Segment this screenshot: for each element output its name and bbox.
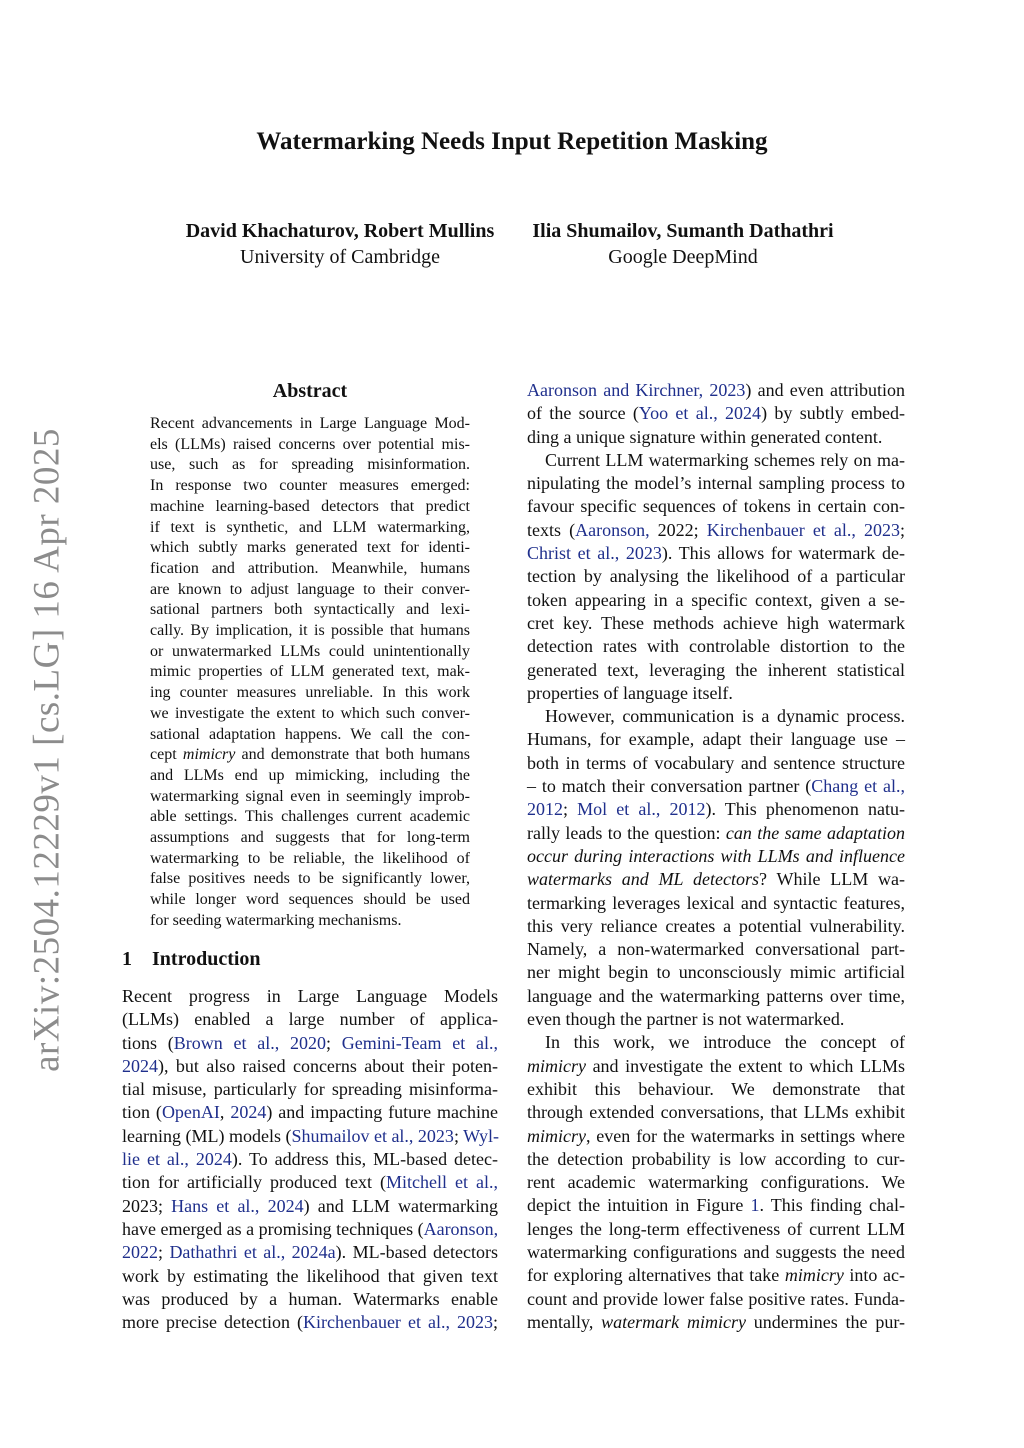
abstract-line: for seeding watermarking mechanisms. [150,911,402,929]
abstract-line: ing counter measures unreliable. In this work [150,684,470,702]
text-line: In this work, we introduce the concept of [545,1032,905,1053]
abstract-line: mimic properties of LLM generated text, mak- [150,663,470,681]
author-names: Ilia Shumailov, Sumanth Dathathri [532,220,834,242]
text-line: rent academic watermarking configurations. We [527,1172,905,1193]
text-line: nipulating the model’s internal sampling process to [527,473,905,494]
text-line: this very reliance creates a potential vulnerability. [527,915,905,936]
author-names: David Khachaturov, Robert Mullins [185,220,495,242]
paper-title: Watermarking Needs Input Repetition Masking [256,128,768,155]
text-line: mimicry, even for the watermarks in settings where [527,1125,905,1146]
text-line: 2024), but also raised concerns about their poten- [122,1055,498,1076]
abstract-line: if text is synthetic, and LLM watermarking, [150,518,470,536]
text-line: Current LLM watermarking schemes rely on ma- [545,449,905,470]
text-line: 2022; Dathathri et al., 2024a). ML-based detectors [122,1242,498,1263]
abstract-line: or unwatermarked LLMs could unintentionally [150,642,470,660]
text-line: (LLMs) enabled a large number of applica- [122,1009,498,1030]
text-line: ding a unique signature within generated content. [527,426,883,447]
text-line: tion (OpenAI, 2024) and impacting future machine [122,1102,499,1123]
abstract-line: assumptions and suggests that for long-term [150,829,470,847]
text-line: tion for artificially produced text (Mitchell et al., [122,1172,498,1193]
text-line: for exploring alternatives that take mimicry into ac- [527,1265,905,1286]
abstract-line: cally. By implication, it is possible that humans [150,622,470,640]
text-line: token appearing in a specific context, given a se- [527,589,905,610]
text-line: cret key. These methods achieve high watermark [527,612,905,633]
text-line: However, communication is a dynamic process. [545,706,905,727]
author-affiliation: Google DeepMind [608,246,758,268]
right-column-text [527,379,905,1334]
text-line: – to match their conversation partner (Chang et al., [527,776,905,797]
section-heading-introduction [122,948,261,971]
text-line: Namely, a non-watermarked conversational part- [527,939,905,960]
abstract-line: able settings. This challenges current academic [150,808,470,826]
text-line: 2012; Mol et al., 2012). This phenomenon natu- [527,799,905,820]
abstract-line: while longer word sequences should be used [150,891,470,909]
text-line: rally leads to the question: can the same adaptation [527,822,905,843]
abstract-line: machine learning-based detectors that predict [150,497,470,515]
abstract-line: and LLMs end up mimicking, including the [150,766,470,784]
text-line: was produced by a human. Watermarks enable [122,1288,498,1309]
text-line: 2023; Hans et al., 2024) and LLM watermarking [122,1195,498,1216]
abstract-section [150,378,470,932]
text-line: language and the watermarking patterns over time, [527,985,905,1006]
text-line: mimicry and investigate the extent to which LLMs [527,1055,905,1076]
text-line: Christ et al., 2023). This allows for watermark de- [527,543,905,564]
abstract-line: Recent advancements in Large Language Mod- [150,415,470,432]
text-line: even though the partner is not watermarked. [527,1009,845,1030]
text-line: more precise detection (Kirchenbauer et al., 2023; [122,1312,498,1333]
text-line: occur during interactions with LLMs and influence [527,845,905,866]
text-line: tions (Brown et al., 2020; Gemini-Team et al., [122,1032,498,1053]
text-line: detection rates with controlable distortion to the [527,636,905,657]
abstract-line: which subtly marks generated text for identi- [150,539,470,557]
abstract-line: false positives needs to be significantly lower, [150,870,470,888]
abstract-line: cept mimicry and demonstrate that both humans [150,746,470,764]
text-line: count and provide lower false positive rates. Funda- [527,1288,905,1309]
abstract-line: use, such as for spreading misinformation. [150,456,470,474]
abstract-line: we investigate the extent to which such conver- [150,704,470,722]
text-line: through extended conversations, that LLMs exhibit [527,1102,905,1123]
text-line: Aaronson and Kirchner, 2023) and even attribution [527,380,905,400]
text-line: lenges the long-term effectiveness of current LLM [527,1218,905,1239]
text-line: properties of language itself. [527,682,733,703]
text-line: favour specific sequences of tokens in certain con- [527,496,905,517]
text-line: texts (Aaronson, 2022; Kirchenbauer et al., 2023; [527,519,905,540]
text-line: watermarking configurations and suggests the need [527,1241,905,1262]
text-line: have emerged as a promising techniques (Aaronson, [122,1218,499,1239]
abstract-line: sational partners both syntactically and lexi- [150,601,470,619]
left-column-text [122,985,498,1334]
arxiv-identifier: arXiv:2504.12229v1 [cs.LG] 16 Apr 2025 [26,428,68,1072]
text-line: watermarks and ML detectors? While LLM wa- [527,869,905,890]
text-line: tial misuse, particularly for spreading misinforma- [122,1079,498,1100]
text-line: of the source (Yoo et al., 2024) by subtly embed- [527,403,905,424]
author-block-cambridge [175,218,505,270]
abstract-line: sational adaptation happens. We call the con- [150,725,470,743]
abstract-line: els (LLMs) raised concerns over potential mis- [150,435,470,453]
text-line: tection by analysing the likelihood of a particular [527,566,905,587]
author-affiliation: University of Cambridge [240,246,440,268]
abstract-line: are known to adjust language to their conver- [150,580,470,598]
text-line: termarking leverages lexical and syntactic features, [527,892,905,913]
text-line: depict the intuition in Figure 1. This finding chal- [527,1195,905,1216]
text-line: lie et al., 2024). To address this, ML-based detec- [122,1149,498,1170]
section-number: 1 [122,948,132,970]
section-title: Introduction [152,948,261,970]
text-line: generated text, leveraging the inherent statistical [527,659,905,680]
text-line: the detection probability is low according to cur- [527,1148,905,1169]
text-line: mentally, watermark mimicry undermines the pur- [527,1311,905,1332]
text-line: Humans, for example, adapt their language use – [527,729,905,750]
author-block-deepmind [518,218,848,270]
text-line: learning (ML) models (Shumailov et al., 2023; Wyl- [122,1125,500,1146]
text-line: work by estimating the likelihood that given text [122,1265,498,1286]
abstract-line: In response two counter measures emerged: [150,477,470,495]
abstract-heading: Abstract [272,380,348,402]
text-line: ner might begin to unconsciously mimic artificial [527,962,905,983]
arxiv-side-stamp [22,428,72,1072]
text-line: exhibit this behaviour. We demonstrate that [527,1078,905,1099]
abstract-body [150,414,470,932]
text-line: both in terms of vocabulary and sentence structure [527,752,905,773]
abstract-line: fication and attribution. Meanwhile, humans [150,559,470,577]
abstract-line: watermarking signal even in seemingly improb- [150,787,470,805]
abstract-line: watermarking to be reliable, the likelihood of [150,849,470,867]
text-line: Recent progress in Large Language Models [122,986,498,1006]
